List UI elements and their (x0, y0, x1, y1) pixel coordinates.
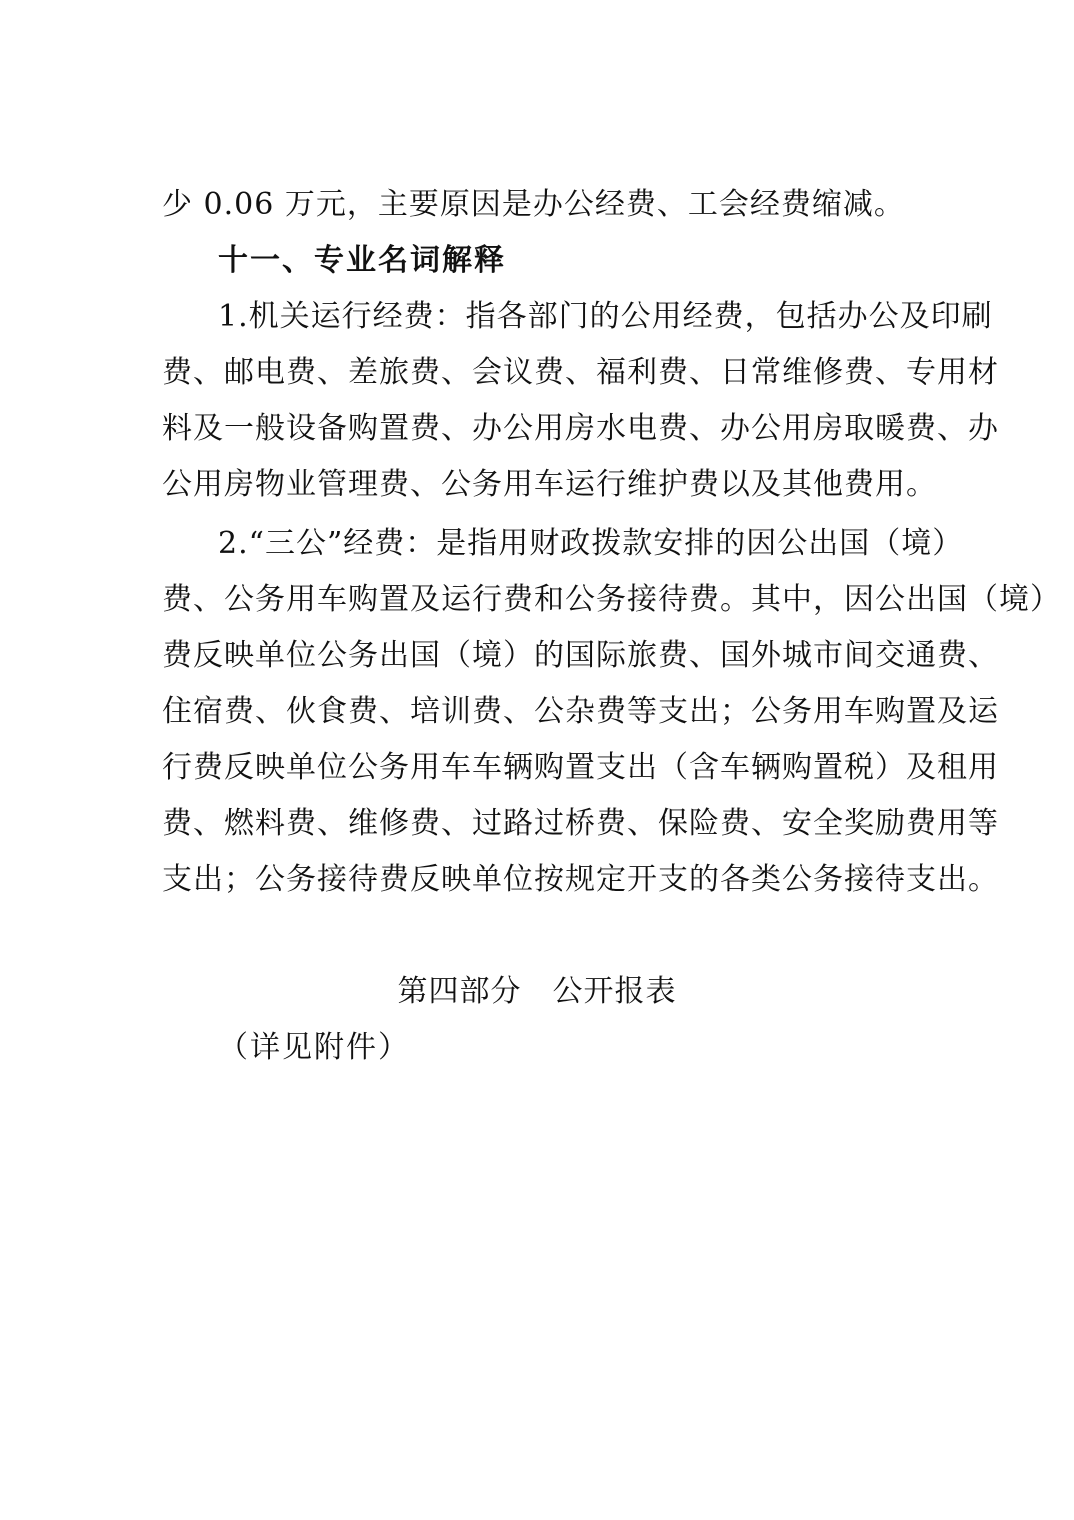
section-heading: 十一、专业名词解释 (218, 243, 506, 278)
part-title: 第四部分 公开报表 (397, 974, 677, 1009)
paragraph-line: 公用房物业管理费、公务用车运行维护费以及其他费用。 (162, 467, 937, 502)
paragraph-line: 行费反映单位公务用车车辆购置支出（含车辆购置税）及租用 (162, 750, 999, 785)
paragraph-line: 2.“三公”经费：是指用财政拨款安排的因公出国（境） (218, 526, 964, 561)
attachment-note: （详见附件） (218, 1030, 410, 1065)
paragraph-line: 支出；公务接待费反映单位按规定开支的各类公务接待支出。 (162, 862, 999, 897)
paragraph-line: 费、燃料费、维修费、过路过桥费、保险费、安全奖励费用等 (162, 806, 999, 841)
paragraph-line: 费、公务用车购置及运行费和公务接待费。其中，因公出国（境） (162, 582, 1061, 617)
paragraph-line: 费反映单位公务出国（境）的国际旅费、国外城市间交通费、 (162, 638, 999, 673)
paragraph-line: 住宿费、伙食费、培训费、公杂费等支出；公务用车购置及运 (162, 694, 999, 729)
paragraph-line: 少 0.06 万元，主要原因是办公经费、工会经费缩减。 (162, 187, 905, 222)
paragraph-line: 料及一般设备购置费、办公用房水电费、办公用房取暖费、办 (162, 411, 999, 446)
paragraph-line: 费、邮电费、差旅费、会议费、福利费、日常维修费、专用材 (162, 355, 999, 390)
paragraph-line: 1.机关运行经费：指各部门的公用经费，包括办公及印刷 (218, 299, 993, 334)
